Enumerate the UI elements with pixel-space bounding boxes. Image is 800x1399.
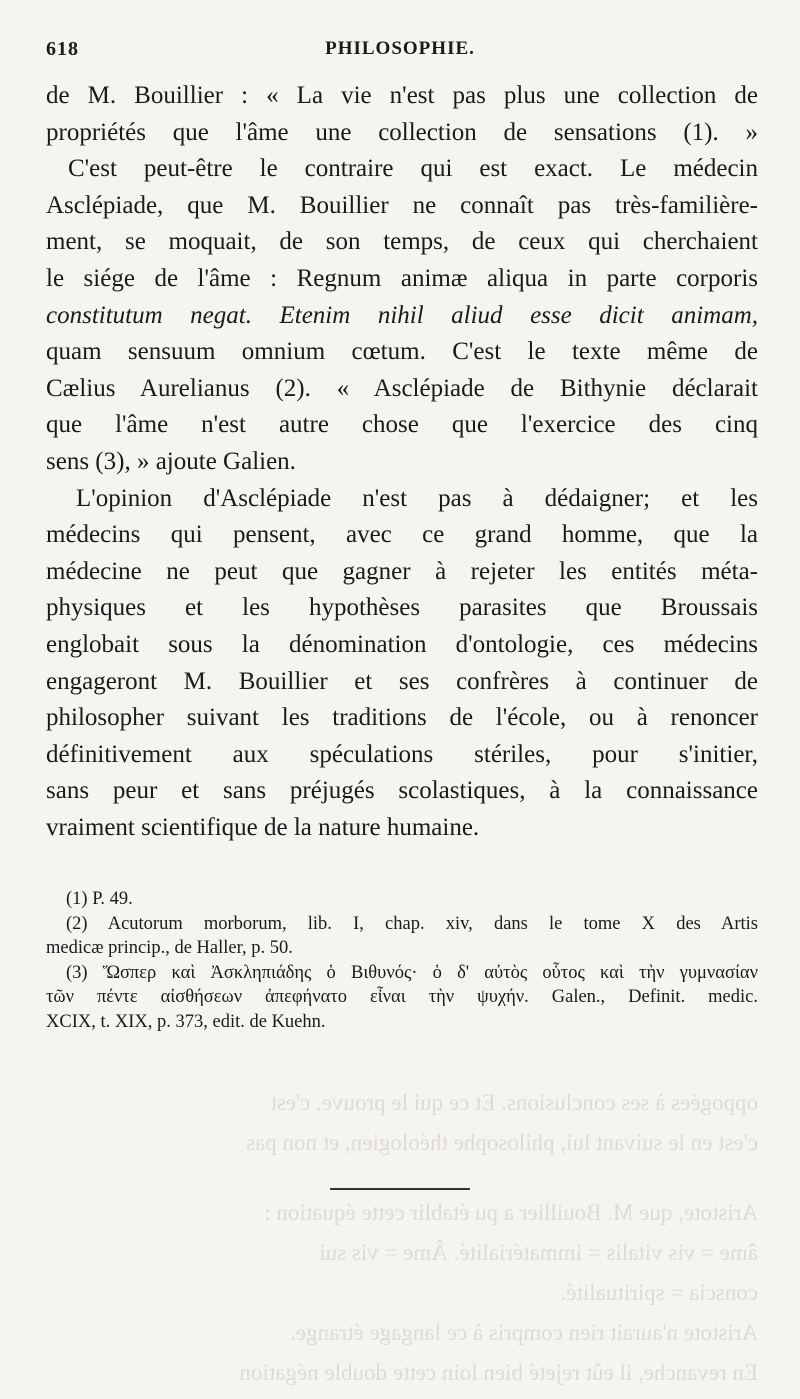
text-line: Cælius Aurelianus (2). « Asclépiade de Bithynie déclarait — [46, 374, 758, 402]
bleed-through-text: Aristote, que M. Bouillier a pu établir cette équation : — [264, 1200, 758, 1225]
text-line: constitutum negat. Etenim nihil aliud esse dicit animam, — [46, 301, 758, 329]
bleed-through-text: âme = vis vitalis = immatérialité. Âme = vis sui — [319, 1240, 758, 1265]
text-line: Asclépiade, que M. Bouillier ne connaît pas très-familière- — [46, 191, 758, 219]
text-line: ment, se moquait, de son temps, de ceux qui cherchaient — [46, 228, 758, 256]
text-line: quam sensuum omnium cœtum. C'est le texte même de — [46, 338, 758, 366]
text-line: engageront M. Bouillier et ses confrères à continuer de — [46, 667, 758, 695]
text-line: vraiment scientifique de la nature humaine. — [46, 813, 480, 841]
running-title: PHILOSOPHIE. — [325, 38, 475, 59]
text-line: physiques et les hypothèses parasites que Broussais — [46, 594, 758, 622]
footnote-2-cont: medicæ princip., de Haller, p. 50. — [46, 938, 293, 958]
page-number: 618 — [46, 38, 79, 60]
text-line: médecine ne peut que gagner à rejeter les entités méta- — [46, 557, 758, 585]
text-line: définitivement aux spéculations stériles, pour s'initier, — [46, 740, 758, 768]
footnote-3: (3) Ὥσπερ καὶ Ἀσκληπιάδης ὁ Βιθυνός· ὁ δ' αὐτὸς οὗτος καὶ τὴν γυμνασίαν — [66, 962, 758, 983]
text-line: de M. Bouillier : « La vie n'est pas plus une collection de — [46, 82, 758, 109]
text-line: englobait sous la dénomination d'ontologie, ces médecins — [46, 630, 758, 658]
text-line: philosopher suivant les traditions de l'école, ou à renoncer — [46, 704, 758, 732]
footnote-1: (1) P. 49. — [66, 889, 133, 909]
text-line: C'est peut-être le contraire qui est exact. Le médecin — [68, 155, 758, 183]
text-line: sans peur et sans préjugés scolastiques, à la connaissance — [46, 777, 758, 805]
text-line: que l'âme n'est autre chose que l'exercice des cinq — [46, 411, 758, 439]
bleed-through-text: Aristote n'aurait rien compris à ce langage étrange. — [290, 1320, 758, 1345]
body-text — [46, 78, 758, 846]
bleed-through-text: En revanche, il eût rejeté bien loin cette double négation — [239, 1360, 758, 1385]
bottom-rule — [330, 1188, 470, 1190]
footnote-2: (2) Acutorum morborum, lib. I, chap. xiv, dans le tome X des Artis — [66, 913, 758, 934]
text-line: sens (3), » ajoute Galien. — [46, 447, 296, 475]
footnote-3-end: XCIX, t. XIX, p. 373, edit. de Kuehn. — [46, 1011, 326, 1032]
page-header — [46, 38, 754, 68]
text-line: le siége de l'âme : Regnum animæ aliqua in parte corporis — [46, 264, 758, 292]
text-line: propriétés que l'âme une collection de sensations (1). » — [46, 118, 758, 146]
bleed-through-text: oppogées à ses conclusions. Et ce qui le prouve, c'est — [270, 1090, 758, 1115]
text-line: médecins qui pensent, avec ce grand homme, que la — [46, 521, 758, 549]
text-line: L'opinion d'Asclépiade n'est pas à dédaigner; et les — [76, 484, 758, 512]
bleed-through-text: c'est en le suivant lui, philosophe théologien, et non pas — [246, 1130, 758, 1155]
footnotes — [46, 887, 758, 1034]
footnote-3-cont: τῶν πέντε αἰσθήσεων ἀπεφήνατο εἶναι τὴν ψυχήν. Galen., Definit. medic. — [46, 987, 758, 1007]
bleed-through-text: conscia = spiritualité. — [560, 1280, 758, 1305]
